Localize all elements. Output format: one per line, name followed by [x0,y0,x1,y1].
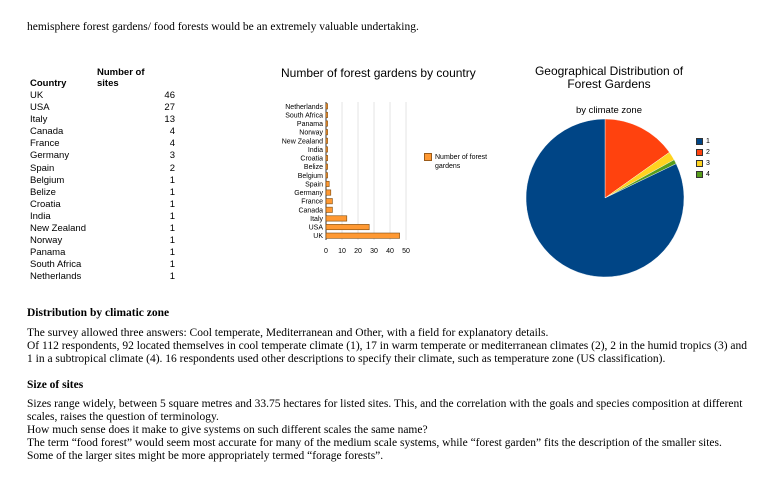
legend-swatch [696,171,703,178]
legend-item [696,158,710,169]
table-cell-country: Norway [30,235,63,247]
y-tick-label: Spain [305,181,323,189]
y-tick-label: India [307,146,323,154]
legend-label: 3 [706,160,710,167]
table-cell-country: Panama [30,247,66,259]
x-tick-label: 20 [354,248,362,255]
paragraph: Sizes range widely, between 5 square metres and 33.75 hectares for listed sites. This, and the correlation with the goals and species composition at different scales, raises the question of terminology. [27,398,743,423]
table-row [30,271,175,283]
table-row [30,163,175,175]
table-cell-value: 1 [169,186,175,198]
table-cell-value: 1 [169,223,175,235]
x-tick-label: 50 [402,248,410,255]
x-tick-label: 10 [338,248,346,255]
table-cell-country: USA [30,102,50,114]
y-tick-label: USA [308,224,323,232]
table-row [30,126,175,138]
pie-chart-title: Geographical Distribution of Forest Gardens [534,64,684,91]
table-cell-value: 2 [169,162,175,174]
y-tick-label: Netherlands [285,103,323,111]
table-row [30,259,175,271]
table-cell-country: Italy [30,114,48,126]
table-row [30,199,175,211]
table-row [30,102,175,114]
y-tick-label: Belize [303,164,323,172]
x-tick-label: 40 [386,248,394,255]
x-tick-label: 30 [370,248,378,255]
table-cell-country: UK [30,90,44,101]
y-tick-label: South Africa [285,112,323,120]
table-row [30,247,175,259]
table-row [30,138,175,150]
table-cell-value: 46 [164,90,175,101]
paragraph: The survey allowed three answers: Cool temperate, Mediterranean and Other, with a field for explanatory details. [27,327,549,339]
bar [326,112,328,117]
y-tick-label: Belgium [297,172,323,180]
bar [326,164,328,169]
table-cell-value: 27 [164,102,175,114]
paragraph: The term “food forest” would seem most accurate for many of the medium scale systems, while “forest garden” fits the description of the smaller sites. Some of the larger sites might be more appropriately termed “forage forests”. [27,437,722,462]
bar [326,224,369,229]
table-cell-value: 1 [169,235,175,247]
y-tick-label: France [301,198,323,206]
legend-label: 4 [706,171,710,178]
table-cell-value: 1 [169,210,175,222]
table-cell-country: Netherlands [30,271,82,283]
intro-text: hemisphere forest gardens/ food forests would be an extremely valuable undertaking. [27,21,419,33]
bar [326,155,328,160]
bar [326,216,347,221]
bar [326,147,328,152]
bar-chart-legend [424,153,505,171]
legend-label: 2 [706,149,710,156]
bar [326,130,328,135]
paragraph: How much sense does it make to give systems on such different scales the same name? [27,424,428,436]
table-cell-country: Germany [30,150,70,162]
table-cell-value: 4 [169,126,175,138]
pie-chart-subtitle: by climate zone [575,105,642,116]
legend-label: 1 [706,138,710,145]
table-row [30,223,175,235]
legend-item [696,147,710,158]
table-header-country: Country [30,78,67,89]
table-cell-country: Spain [30,162,55,174]
section-heading-climate: Distribution by climatic zone [27,307,170,319]
legend-swatch [696,149,703,156]
y-tick-label: Germany [294,190,323,198]
table-header-number: Number of sites [97,67,145,89]
table-cell-country: Belize [30,186,56,198]
table-cell-value: 4 [169,138,175,150]
bar-legend-label: Number of forest gardens [435,154,488,170]
legend-swatch [424,153,432,161]
bar [326,104,328,109]
bar [326,138,328,143]
table-cell-country: France [30,138,60,150]
x-tick-label: 0 [324,248,328,255]
legend-item [696,169,710,180]
table-row [30,187,175,199]
section-heading-size: Size of sites [27,379,84,391]
table-cell-country: Canada [30,126,64,138]
y-tick-label: Norway [299,129,323,137]
bar [326,199,332,204]
bar [326,121,328,126]
table-row [30,150,175,162]
y-tick-label: UK [313,233,323,241]
bar [326,233,400,238]
table-cell-value: 1 [169,247,175,259]
y-tick-label: New Zealand [281,138,323,146]
table-cell-value: 1 [169,198,175,210]
table-cell-value: 1 [169,271,175,283]
pie-chart-legend [696,136,710,180]
table-cell-country: South Africa [30,259,82,271]
table-row [30,175,175,187]
bar [326,173,328,178]
table-cell-value: 3 [169,150,175,162]
table-cell-country: New Zealand [30,223,86,235]
table-row [30,90,175,102]
table-cell-value: 1 [169,259,175,271]
table-row [30,114,175,126]
y-tick-label: Canada [298,207,323,215]
y-tick-label: Croatia [300,155,323,163]
legend-swatch [696,138,703,145]
legend-item [696,136,710,147]
section-body-climate [27,327,747,366]
bar-chart [265,90,425,260]
y-tick-label: Panama [296,121,323,129]
table-cell-country: Croatia [30,198,61,210]
y-tick-label: Italy [310,215,323,223]
section-body-size [27,398,747,463]
legend-swatch [696,160,703,167]
paragraph: Of 112 respondents, 92 located themselves in cool temperate climate (1), 17 in warm temperate or mediterranean climates (2), 2 in the humid tropics (3) and 1 in a subtropical climate (4). 16 respondents used other descriptions to specify their climate, such as temperature zone (US classification). [27,340,748,365]
table-cell-value: 13 [164,114,175,126]
table-row [30,211,175,223]
table-cell-country: India [30,210,51,222]
table-row [30,235,175,247]
bar [326,181,329,186]
bar [326,190,331,195]
bar-chart-title: Number of forest gardens by country [281,66,476,80]
table-cell-value: 1 [169,174,175,186]
bar [326,207,332,212]
table-cell-country: Belgium [30,174,65,186]
table-rows [30,90,175,284]
pie-chart [525,118,685,278]
